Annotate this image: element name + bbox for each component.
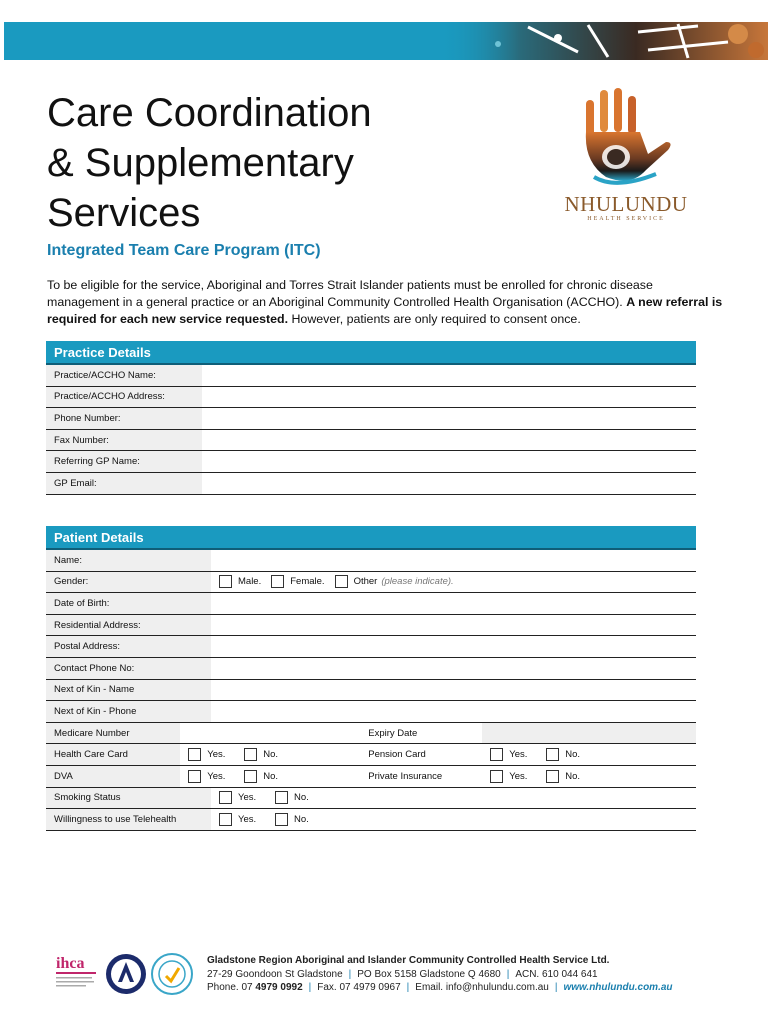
male-checkbox[interactable] [219,575,232,588]
kin-name-row [46,680,696,702]
fax-number-field[interactable] [202,430,696,451]
insurance-yes-option[interactable] [490,770,546,783]
hand-print-icon [556,82,696,192]
smoking-label: Smoking Status [46,788,211,809]
smoking-yes-label: Yes. [238,792,257,804]
health-care-card-options [180,744,360,765]
patient-name-row [46,550,696,572]
residential-address-row [46,615,696,637]
dva-label: DVA [46,766,180,787]
practice-details-header: Practice Details [46,341,696,365]
telehealth-label: Willingness to use Telehealth [46,809,211,830]
smoking-no-option[interactable] [275,791,331,804]
telehealth-no-checkbox[interactable] [275,813,288,826]
patient-name-label: Name: [46,550,211,571]
footer-address-line: 27-29 Goondoon St Gladstone | PO Box 5158 Gladstone Q 4680 | ACN. 610 044 641 [207,968,598,980]
insurance-no-option[interactable] [546,770,602,783]
insurance-yes-checkbox[interactable] [490,770,503,783]
fax-number-row [46,430,696,452]
medicare-label: Medicare Number [46,723,180,744]
pension-yes-label: Yes. [509,749,528,761]
insurance-yes-label: Yes. [509,770,528,782]
postal-address-label: Postal Address: [46,636,211,657]
kin-phone-field[interactable] [211,701,696,722]
contact-phone-label: Contact Phone No: [46,658,211,679]
health-care-card-label: Health Care Card [46,744,180,765]
medicare-number-field[interactable] [180,723,360,744]
pension-no-checkbox[interactable] [546,748,559,761]
contact-phone-row [46,658,696,680]
practice-address-field[interactable] [202,387,696,408]
referring-gp-label: Referring GP Name: [46,451,202,472]
page-title [47,88,372,238]
private-insurance-options [482,766,696,787]
postal-address-row [46,636,696,658]
hcc-yes-option[interactable] [188,748,244,761]
acn: ACN. 610 044 641 [515,968,598,980]
practice-address-row [46,387,696,409]
fax: Fax. 07 4979 0967 [317,982,401,993]
phone-prefix: Phone. 07 [207,982,256,993]
top-banner [4,22,768,60]
street-address: 27-29 Goondoon St Gladstone [207,968,343,980]
dva-no-option[interactable] [244,770,300,783]
hcc-yes-label: Yes. [207,749,226,761]
phone-number-label: Phone Number: [46,408,202,429]
dva-no-checkbox[interactable] [244,770,257,783]
logo-tagline: HEALTH SERVICE [587,216,665,222]
gender-male-option[interactable] [219,575,261,588]
dva-row [46,766,696,788]
phone-number-field[interactable] [202,408,696,429]
footer-contact [207,954,673,995]
referring-gp-row [46,451,696,473]
registered-charity-badge-icon [152,954,192,994]
dob-row [46,593,696,615]
practice-name-row [46,365,696,387]
ihca-logo: ihca [56,955,85,972]
kin-phone-row [46,701,696,723]
phone-number: 4979 0992 [255,982,303,993]
patient-name-field[interactable] [211,550,696,571]
email-link[interactable]: Email. info@nhulundu.com.au [415,982,549,993]
nhulundu-logo [556,82,696,230]
kin-name-label: Next of Kin - Name [46,680,211,701]
other-checkbox[interactable] [335,575,348,588]
practice-details-section [46,341,696,495]
phone-number-row [46,408,696,430]
insurance-no-label: No. [565,770,581,782]
gp-email-label: GP Email: [46,473,202,494]
telehealth-no-label: No. [294,813,309,825]
program-subtitle: Integrated Team Care Program (ITC) [47,242,321,259]
hcc-no-checkbox[interactable] [244,748,257,761]
eligibility-intro [47,277,727,328]
gp-email-field[interactable] [202,473,696,494]
fax-number-label: Fax Number: [46,430,202,451]
telehealth-options [211,809,696,830]
residential-address-field[interactable] [211,615,696,636]
page-footer [54,948,696,998]
gp-email-row [46,473,696,495]
gender-options [211,572,696,593]
telehealth-row [46,809,696,831]
female-label: Female. [290,576,325,588]
gender-other-option[interactable] [335,575,454,588]
pension-card-label: Pension Card [360,744,482,765]
private-insurance-label: Private Insurance [360,766,482,787]
female-checkbox[interactable] [271,575,284,588]
dva-no-label: No. [263,770,279,782]
pension-yes-checkbox[interactable] [490,748,503,761]
kin-phone-label: Next of Kin - Phone [46,701,211,722]
telehealth-yes-label: Yes. [238,813,257,825]
aboriginal-art-decoration [438,22,768,60]
contact-phone-field[interactable] [211,658,696,679]
expiry-date-label: Expiry Date [360,723,482,744]
smoking-no-checkbox[interactable] [275,791,288,804]
organisation-name: Gladstone Region Aboriginal and Islander Community Controlled Health Service Ltd. [207,955,610,966]
medicare-row [46,723,696,745]
title-line-1: Care Coordination [47,91,372,135]
patient-details-section [46,526,696,831]
smoking-yes-checkbox[interactable] [219,791,232,804]
intro-bold-text: A new referral is required for each new service requested. [47,295,723,326]
logo-wordmark: NHULUNDU [564,192,688,216]
intro-text-2: However, patients are only required to consent once. [291,312,581,326]
insurance-no-checkbox[interactable] [546,770,559,783]
footer-contact-line: Phone. 07 4979 0992 | Fax. 07 4979 0967 | Email. info@nhulundu.com.au | www.nhulundu.com.au [207,982,673,993]
residential-address-label: Residential Address: [46,615,211,636]
hcc-no-label: No. [263,749,279,761]
gender-female-option[interactable] [271,575,324,588]
dva-yes-checkbox[interactable] [188,770,201,783]
telehealth-yes-checkbox[interactable] [219,813,232,826]
pension-no-option[interactable] [546,748,602,761]
dva-yes-label: Yes. [207,770,226,782]
smoking-options [211,788,696,809]
patient-details-header: Patient Details [46,526,696,550]
intro-text-1: To be eligible for the service, Aboriginal and Torres Strait Islander patients must be enrolled for chronic disease management in a general practice or an Aboriginal Community Controlled Health Organisation (ACCHO). [47,278,653,309]
dob-label: Date of Birth: [46,593,211,614]
expiry-date-field[interactable] [482,723,696,744]
telehealth-yes-option[interactable] [219,813,275,826]
dva-options [180,766,360,787]
accreditation-logos [54,950,199,996]
smoking-no-label: No. [294,792,309,804]
practice-name-field[interactable] [202,365,696,386]
title-line-2: & Supplementary [47,141,354,185]
other-hint: (please indicate). [381,576,454,588]
pension-yes-option[interactable] [490,748,546,761]
other-label: Other [353,576,378,588]
hcc-yes-checkbox[interactable] [188,748,201,761]
postal-address-field[interactable] [211,636,696,657]
health-care-card-row [46,744,696,766]
referring-gp-field[interactable] [202,451,696,472]
po-box: PO Box 5158 Gladstone Q 4680 [357,968,501,980]
dva-yes-option[interactable] [188,770,244,783]
smoking-row [46,788,696,810]
kin-name-field[interactable] [211,680,696,701]
title-line-3: Services [47,191,201,235]
website-link[interactable]: www.nhulundu.com.au [563,982,673,993]
practice-name-label: Practice/ACCHO Name: [46,365,202,386]
gender-label: Gender: [46,572,211,593]
hcc-no-option[interactable] [244,748,300,761]
practice-address-label: Practice/ACCHO Address: [46,387,202,408]
pension-no-label: No. [565,749,581,761]
pension-card-options [482,744,696,765]
male-label: Male. [238,576,262,588]
smoking-yes-option[interactable] [219,791,275,804]
gender-row [46,572,696,594]
telehealth-no-option[interactable] [275,813,331,826]
dob-field[interactable] [211,593,696,614]
